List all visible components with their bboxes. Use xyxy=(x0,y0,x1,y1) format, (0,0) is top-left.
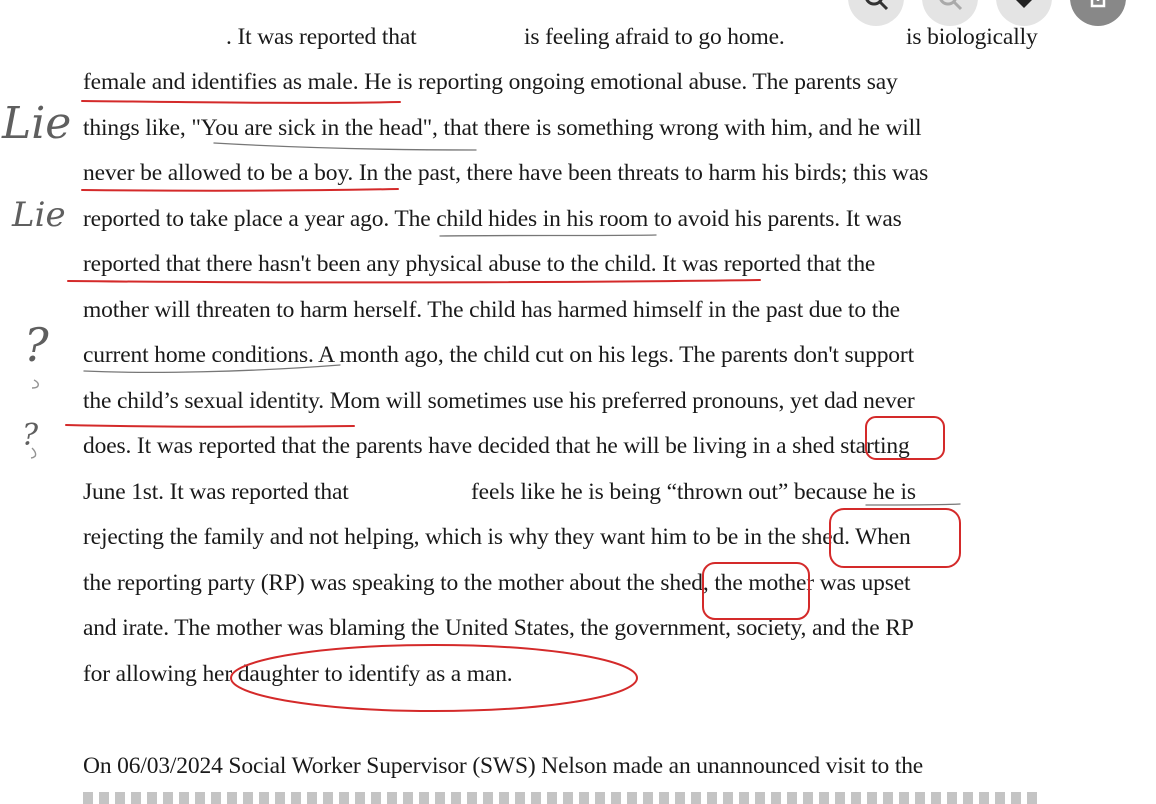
doc-line-6: mother will threaten to harm herself. The child has harmed himself in the past due to the xyxy=(83,297,900,323)
text-segment: . It was reported that xyxy=(226,24,417,50)
margin-note-lie: Lie xyxy=(12,195,66,235)
margin-note-question: ? xyxy=(24,318,49,372)
doc-line-9: does. It was reported that the parents have decided that he will be living in a shed starting xyxy=(83,433,910,459)
doc-line-15: On 06/03/2024 Social Worker Supervisor (SWS) Nelson made an unannounced visit to the xyxy=(83,753,924,779)
margin-note-lie: Lie xyxy=(2,98,72,149)
text-segment: June 1st. It was reported that xyxy=(83,479,349,505)
doc-line-14: for allowing her daughter to identify as a man. xyxy=(83,661,513,687)
text-segment: is feeling afraid to go home. xyxy=(524,24,785,50)
pencil-mark xyxy=(32,380,38,388)
cut-off-bottom-line xyxy=(83,792,1043,804)
doc-line-7: current home conditions. A month ago, the child cut on his legs. The parents don't support xyxy=(83,342,914,368)
zoom-in-icon[interactable] xyxy=(848,0,904,26)
doc-line-4: reported to take place a year ago. The child hides in his room to avoid his parents. It was xyxy=(83,206,902,232)
doc-line-12: the reporting party (RP) was speaking to the mother about the shed, the mother was upset xyxy=(83,570,911,596)
red-underline xyxy=(82,189,398,191)
text-segment: is biologically xyxy=(906,24,1038,50)
doc-line-1: female and identifies as male. He is reporting ongoing emotional abuse. The parents say xyxy=(83,69,898,95)
pencil-underline xyxy=(440,235,656,236)
red-underline xyxy=(68,280,760,282)
pencil-underline xyxy=(214,143,476,150)
doc-line-5: reported that there hasn't been any physical abuse to the child. It was reported that the xyxy=(83,251,876,277)
doc-line-3: never be allowed to be a boy. In the past, there have been threats to harm his birds; this was xyxy=(83,160,929,186)
red-underline xyxy=(82,101,400,103)
doc-line-8: the child’s sexual identity. Mom will sometimes use his preferred pronouns, yet dad never xyxy=(83,388,915,414)
doc-line-11: rejecting the family and not helping, which is why they want him to be in the shed. When xyxy=(83,524,911,550)
share-icon[interactable] xyxy=(1070,0,1126,26)
text-segment: feels like he is being “thrown out” because he is xyxy=(471,479,916,505)
red-underline xyxy=(66,425,354,427)
doc-line-2: things like, "You are sick in the head", that there is something wrong with him, and he will xyxy=(83,115,922,141)
doc-line-13: and irate. The mother was blaming the United States, the government, society, and the RP xyxy=(83,615,914,641)
margin-note-question: ? xyxy=(22,418,39,453)
